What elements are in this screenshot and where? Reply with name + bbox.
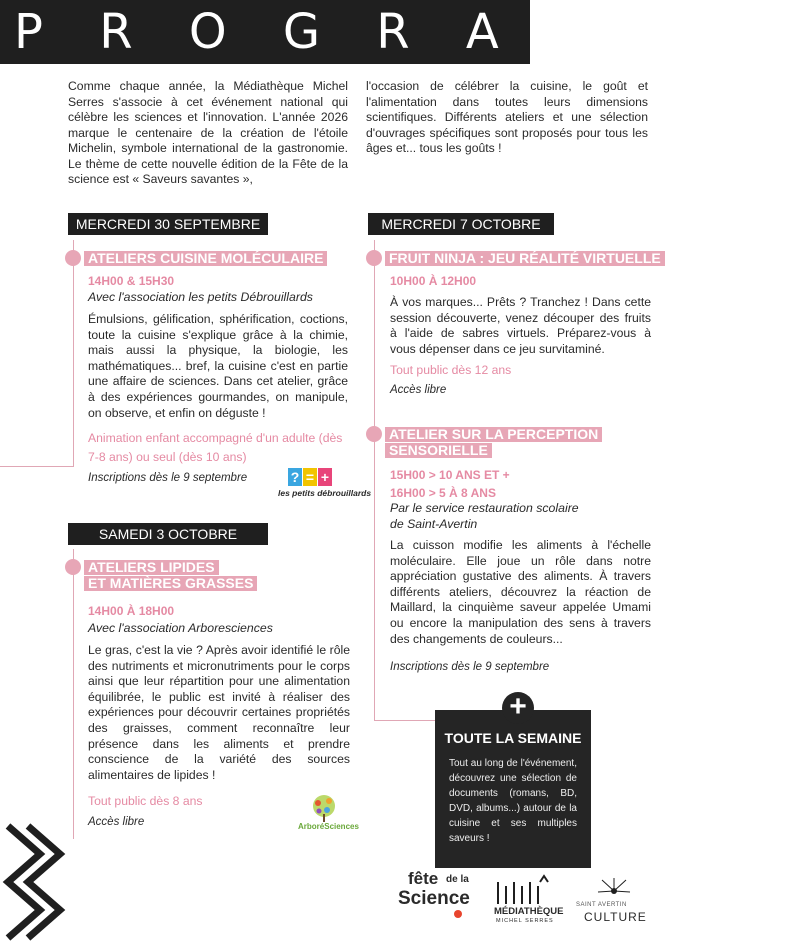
workshop-note-perception: Inscriptions dès le 9 septembre [390,661,550,673]
workshop-audience-cuisine: Animation enfant accompagné d'un adulte (dès 7-8 ans) ou seul (dès 10 ans) [88,431,343,464]
workshop-body-lipides: Le gras, c'est la vie ? Après avoir identifié le rôle des nutriments et micronutriments pour le corps ainsi que leur répartition pour une alimentation équilibrée, le public est invité à réaliser des expériences pour découvrir certaines propriétés des graisses, comment reconnaître leur présence dans les aliments et prendre conscience de la variété des sources alimentaires de lipides ! [88,643,350,782]
fete-word: fête [408,869,439,888]
delala-word: de la [446,874,469,885]
workshop-audience-lipides: Tout public dès 8 ans [88,794,203,808]
workshop-audience-fruit: Tout public dès 12 ans [390,363,512,377]
workshop-assoc-perception: Par le service restauration scolaire de Saint-Avertin [390,501,579,531]
workshop-note-fruit: Accès libre [390,384,447,396]
workshop-time-lipides: 14H00 À 18H00 [88,604,175,618]
arboresciences-label: ArboréSciences [298,822,359,831]
workshop-assoc-cuisine: Avec l'association les petits Débrouillards [88,290,313,304]
science-word: Science [398,888,470,909]
intro-right: l'occasion de célébrer la cuisine, le goût et l'alimentation dans toutes leurs dimensions scientifiques. Différents ateliers et une sélection d'ouvrages spécifiques sont proposés pour tous les âges et... tous les goûts ! [366,79,648,155]
saint-avertin-culture-logo [576,878,662,930]
week-text: Tout au long de l'événement, découvrez une sélection de documents (romans, BD, DVD, albums...) autour de la cuisine et ses multiples saveurs ! [449,758,577,844]
svg-text:=: = [305,469,315,485]
intro-left: Comme chaque année, la Médiathèque Michel Serres s'associe à cet événement national qui célèbre les sciences et l'innovation. L'année 2026 marque le centenaire de la création de l'étoile Michelin, symbole international de la gastronomie. Le thème de cette nouvelle édition de la Fête de la science est « Saveurs savantes », [68,79,348,186]
workshop-time-fruit: 10H00 À 12H00 [390,274,477,288]
day-header-7-oct: MERCREDI 7 OCTOBRE [368,213,554,235]
workshop-title-lipides-1: ATELIERS LIPIDES [84,560,219,575]
arboresciences-logo [296,794,359,836]
timeline-line-2b [374,720,436,721]
timeline-line-1 [73,240,74,466]
timeline-line-2 [374,240,375,720]
saint-avertin-label: SAINT AVERTIN [576,902,627,908]
workshop-assoc-lipides: Avec l'association Arboresciences [88,621,273,635]
workshop-body-perception: La cuisson modifie les aliments à l'échelle moléculaire. Elle joue un rôle dans notre appréciation gustative des aliments. À travers différents ateliers, découvrez la réaction de Maillard, la cinquième saveur appelée Umami ou encore la manipulation des sens à travers des changements de couleurs... [390,538,651,646]
day-header-3-oct: SAMEDI 3 OCTOBRE [68,523,268,545]
workshop-title-perception-2: SENSORIELLE [385,443,492,458]
workshop-time-perception-2: 16H00 > 5 À 8 ANS [390,486,496,500]
svg-text:+: + [320,469,330,485]
bullet-dot [366,426,382,442]
timeline-line-1b [0,466,74,467]
workshop-title-cuisine: ATELIERS CUISINE MOLÉCULAIRE [84,251,327,266]
workshop-body-fruit: À vos marques... Prêts ? Tranchez ! Dans cette session découverte, venez découper des fruits à l'aide de sabres virtuels. Préparez-vous à vous dépenser dans ce jeu survitaminé. [390,295,651,356]
culture-label: CULTURE [584,910,647,924]
chevron-decoration-icon [0,826,72,938]
workshop-time-perception-1: 15H00 > 10 ANS ET + [390,468,510,482]
plus-icon: + [502,692,534,724]
week-title: TOUTE LA SEMAINE [444,730,582,746]
fete-dot-icon [454,910,462,918]
bullet-dot [366,250,382,266]
petits-debrouillards-label: les petits débrouillards [278,488,372,498]
fete-de-la-science-logo [396,868,476,930]
workshop-title-lipides-2: ET MATIÈRES GRASSES [84,576,257,591]
workshop-note-cuisine: Inscriptions dès le 9 septembre [88,472,248,484]
week-box [435,710,591,868]
page-title: P R O G R A M M E [14,4,801,60]
bullet-dot [65,250,81,266]
svg-text:?: ? [290,469,300,485]
bullet-dot [65,559,81,575]
workshop-title-perception-1: ATELIER SUR LA PERCEPTION [385,427,602,442]
timeline-line-3 [73,549,74,839]
workshop-note-lipides: Accès libre [88,816,145,828]
mediatheque-label: MÉDIATHÈQUE [494,906,564,917]
workshop-body-cuisine: Émulsions, gélification, sphérification, coctions, toute la cuisine s'explique grâce à la chimie, mais aussi la physique, la biologie, les mathématiques... bref, la cuisine c'est en partie une affaire de sciences. Dans cet atelier, grâce à des expériences gourmandes, on manipule, on observe, et enfin on déguste ! [88,312,348,420]
workshop-time-cuisine: 14H00 & 15H30 [88,274,175,288]
workshop-title-fruit: FRUIT NINJA : JEU RÉALITÉ VIRTUELLE [385,251,665,266]
petits-debrouillards-logo [278,468,372,508]
day-header-30-sept: MERCREDI 30 SEPTEMBRE [68,213,268,235]
michel-serres-label: MICHEL SERRES [496,918,554,924]
mediatheque-logo [494,876,564,932]
